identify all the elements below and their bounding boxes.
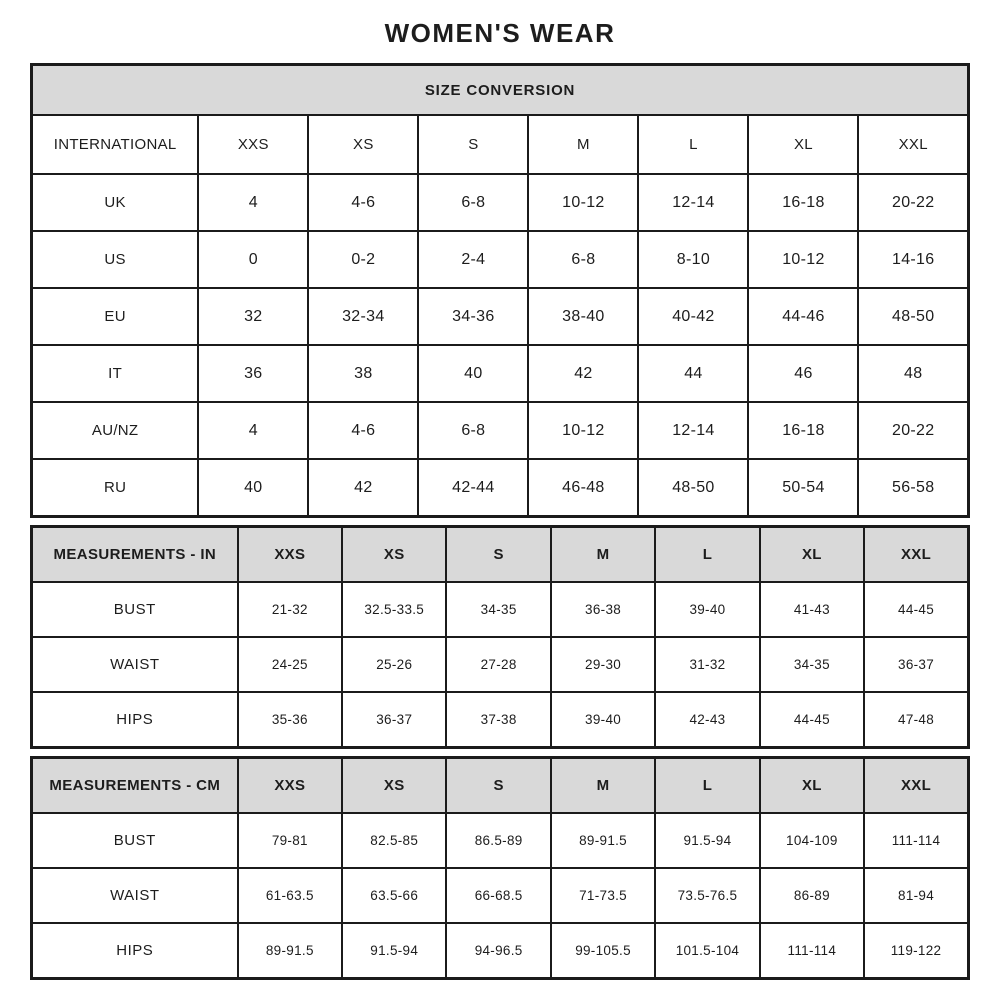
table-row [32,813,969,868]
table-row [32,288,969,345]
measurement-value-cell: 89-91.5 [551,813,655,868]
table-header-row [32,758,969,814]
size-value-cell: 44-46 [748,288,858,345]
size-value-cell: 10-12 [528,402,638,459]
measurement-value-cell: 36-38 [551,582,655,637]
size-value-cell: 2-4 [418,231,528,288]
size-column-header: XL [748,115,858,174]
measurement-value-cell: 47-48 [864,692,968,748]
table-row [32,923,969,979]
size-column-header: L [655,527,759,583]
measurement-value-cell: 89-91.5 [238,923,342,979]
measurement-value-cell: 71-73.5 [551,868,655,923]
measurement-value-cell: 41-43 [760,582,864,637]
size-value-cell: 6-8 [418,174,528,231]
size-column-header: XXS [198,115,308,174]
measurement-value-cell: 42-43 [655,692,759,748]
measurement-value-cell: 21-32 [238,582,342,637]
size-value-cell: 46-48 [528,459,638,517]
size-value-cell: 46 [748,345,858,402]
size-value-cell: 8-10 [638,231,748,288]
size-column-header: XL [760,758,864,814]
size-value-cell: 12-14 [638,402,748,459]
size-value-cell: 20-22 [858,402,968,459]
measurement-value-cell: 111-114 [760,923,864,979]
table-title-row [32,65,969,116]
row-label: WAIST [32,637,238,692]
size-column-header: S [446,758,550,814]
measurement-value-cell: 86.5-89 [446,813,550,868]
table-header-row [32,115,969,174]
size-value-cell: 40 [198,459,308,517]
size-value-cell: 32 [198,288,308,345]
table-row [32,174,969,231]
size-conversion-table [30,63,970,518]
size-value-cell: 20-22 [858,174,968,231]
size-value-cell: 48 [858,345,968,402]
size-column-header: XXL [864,527,968,583]
row-label: IT [32,345,199,402]
measurement-value-cell: 79-81 [238,813,342,868]
measurement-value-cell: 25-26 [342,637,446,692]
size-value-cell: 36 [198,345,308,402]
measurement-value-cell: 91.5-94 [655,813,759,868]
measurement-value-cell: 101.5-104 [655,923,759,979]
table-row [32,231,969,288]
size-value-cell: 38 [308,345,418,402]
size-value-cell: 16-18 [748,402,858,459]
measurement-value-cell: 32.5-33.5 [342,582,446,637]
size-column-header: M [551,758,655,814]
measurement-value-cell: 36-37 [342,692,446,748]
measurement-value-cell: 104-109 [760,813,864,868]
size-column-header: XL [760,527,864,583]
size-value-cell: 6-8 [528,231,638,288]
row-label: RU [32,459,199,517]
measurement-value-cell: 61-63.5 [238,868,342,923]
measurement-value-cell: 31-32 [655,637,759,692]
size-value-cell: 34-36 [418,288,528,345]
row-label: BUST [32,813,238,868]
size-value-cell: 38-40 [528,288,638,345]
measurement-value-cell: 111-114 [864,813,968,868]
measurement-value-cell: 35-36 [238,692,342,748]
size-value-cell: 0-2 [308,231,418,288]
measurement-value-cell: 99-105.5 [551,923,655,979]
table-row [32,459,969,517]
size-value-cell: 4-6 [308,402,418,459]
size-column-header: XXL [864,758,968,814]
measurement-value-cell: 36-37 [864,637,968,692]
measurement-value-cell: 27-28 [446,637,550,692]
size-value-cell: 42 [528,345,638,402]
table-row [32,345,969,402]
size-value-cell: 0 [198,231,308,288]
size-column-header: M [551,527,655,583]
table-row [32,637,969,692]
measurement-value-cell: 24-25 [238,637,342,692]
size-value-cell: 4-6 [308,174,418,231]
measurement-value-cell: 119-122 [864,923,968,979]
measurement-value-cell: 44-45 [760,692,864,748]
measurement-value-cell: 39-40 [551,692,655,748]
row-label: INTERNATIONAL [32,115,199,174]
measurement-value-cell: 34-35 [446,582,550,637]
size-value-cell: 6-8 [418,402,528,459]
table-header-row [32,527,969,583]
row-label: HIPS [32,692,238,748]
size-value-cell: 16-18 [748,174,858,231]
table-title: SIZE CONVERSION [32,65,969,116]
measurements-cm-table [30,756,970,980]
measurements-in-table [30,525,970,749]
measurement-value-cell: 66-68.5 [446,868,550,923]
table-row [32,582,969,637]
table-row [32,868,969,923]
measurement-value-cell: 82.5-85 [342,813,446,868]
size-value-cell: 40-42 [638,288,748,345]
row-label: AU/NZ [32,402,199,459]
table-row [32,692,969,748]
size-column-header: XXS [238,527,342,583]
size-column-header: XXS [238,758,342,814]
measurement-value-cell: 63.5-66 [342,868,446,923]
table-title: MEASUREMENTS - IN [32,527,238,583]
size-column-header: L [655,758,759,814]
row-label: WAIST [32,868,238,923]
size-value-cell: 48-50 [638,459,748,517]
row-label: US [32,231,199,288]
measurement-value-cell: 86-89 [760,868,864,923]
row-label: EU [32,288,199,345]
measurement-value-cell: 73.5-76.5 [655,868,759,923]
size-chart-sheet [30,0,970,980]
measurement-value-cell: 39-40 [655,582,759,637]
size-value-cell: 56-58 [858,459,968,517]
measurement-value-cell: 29-30 [551,637,655,692]
table-row [32,402,969,459]
size-value-cell: 42 [308,459,418,517]
size-column-header: XS [342,527,446,583]
size-value-cell: 32-34 [308,288,418,345]
size-value-cell: 4 [198,402,308,459]
size-value-cell: 50-54 [748,459,858,517]
size-column-header: XS [342,758,446,814]
row-label: BUST [32,582,238,637]
size-value-cell: 10-12 [528,174,638,231]
size-column-header: S [418,115,528,174]
measurement-value-cell: 81-94 [864,868,968,923]
size-value-cell: 12-14 [638,174,748,231]
size-column-header: XXL [858,115,968,174]
measurement-value-cell: 94-96.5 [446,923,550,979]
size-column-header: XS [308,115,418,174]
size-value-cell: 40 [418,345,528,402]
row-label: HIPS [32,923,238,979]
size-column-header: S [446,527,550,583]
measurement-value-cell: 37-38 [446,692,550,748]
size-column-header: M [528,115,638,174]
size-column-header: L [638,115,748,174]
size-value-cell: 10-12 [748,231,858,288]
measurement-value-cell: 34-35 [760,637,864,692]
size-value-cell: 44 [638,345,748,402]
size-value-cell: 42-44 [418,459,528,517]
size-value-cell: 4 [198,174,308,231]
measurement-value-cell: 91.5-94 [342,923,446,979]
measurement-value-cell: 44-45 [864,582,968,637]
size-value-cell: 48-50 [858,288,968,345]
table-title: MEASUREMENTS - CM [32,758,238,814]
page-title: WOMEN'S WEAR [384,18,616,48]
size-value-cell: 14-16 [858,231,968,288]
row-label: UK [32,174,199,231]
